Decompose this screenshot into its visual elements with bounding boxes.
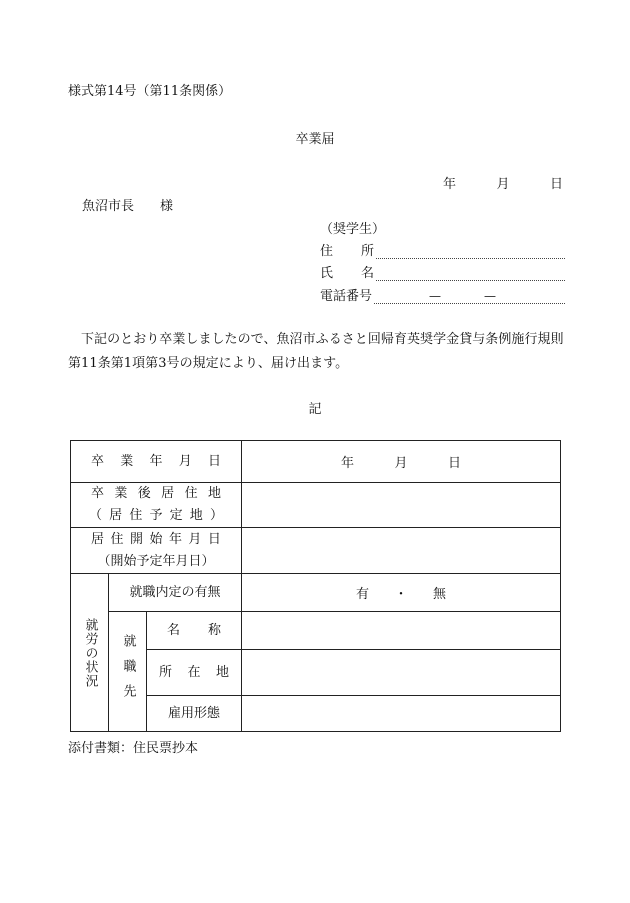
label-char: 住	[184, 486, 198, 501]
employment-type-label: 雇用形態	[147, 696, 242, 732]
employer-label-cell	[109, 612, 147, 732]
label-char: 卒	[91, 453, 105, 469]
job-offer-label: 就職内定の有無	[109, 574, 242, 612]
addressee-honorific: 様	[160, 199, 174, 214]
address-input-line[interactable]	[376, 244, 565, 259]
label-char: 在	[187, 664, 201, 680]
date-year: 年	[443, 177, 457, 192]
residence-start-value-cell[interactable]	[242, 528, 561, 574]
address-label	[320, 240, 374, 259]
phone-separator: —	[484, 289, 497, 303]
date-day: 日	[447, 456, 461, 471]
addressee	[82, 195, 173, 214]
residence-label	[71, 483, 241, 505]
graduation-form-table	[70, 440, 561, 732]
graduation-date-label	[71, 451, 241, 473]
date-year: 年	[341, 456, 355, 471]
label-char: 居	[161, 486, 175, 501]
submission-date	[443, 173, 563, 192]
document-title: 卒業届	[295, 132, 335, 147]
name-label	[320, 262, 374, 281]
job-offer-row	[71, 574, 561, 612]
option-yes[interactable]: 有	[356, 587, 370, 602]
label-char: 業	[120, 453, 134, 469]
label-char: 年	[168, 531, 182, 547]
phone-label: 電話番号	[320, 289, 373, 304]
option-no[interactable]: 無	[432, 587, 446, 602]
label-char: 始	[149, 531, 163, 547]
label-char: 地	[207, 486, 221, 501]
body-text: 下記のとおり卒業しましたので、魚沼市ふるさと回帰育英奨学金貸与条例施行規則第11条第1項第3号の規定により、届け出ます。	[68, 332, 564, 371]
name-field[interactable]	[320, 262, 565, 281]
form-number: 様式第14号（第11条関係）	[68, 84, 232, 99]
label-char: 居	[91, 531, 105, 547]
job-offer-value	[356, 583, 446, 602]
employment-status-label-cell	[71, 574, 109, 732]
label-char: 称	[207, 622, 221, 638]
employer-name-label	[147, 620, 241, 642]
label-char: ）	[209, 508, 223, 523]
label-char: 業	[114, 486, 128, 501]
residence-sub-label	[71, 505, 241, 527]
employer-label: 就職先	[120, 634, 136, 709]
attachments-note: 添付書類：住民票抄本	[68, 741, 199, 756]
graduation-date-value	[341, 452, 461, 471]
address-label-char: 住	[320, 244, 334, 259]
applicant-heading: （奨学生）	[320, 222, 386, 237]
employment-status-label: 就労の状況	[82, 617, 98, 688]
label-char: 住	[129, 508, 143, 523]
label-char: 日	[207, 531, 221, 547]
name-input-line[interactable]	[376, 266, 565, 281]
address-field[interactable]	[320, 240, 565, 259]
label-char: 開	[129, 531, 143, 547]
name-label-char: 氏	[320, 266, 334, 281]
employment-type-value-cell[interactable]	[242, 696, 561, 732]
label-char: 定	[169, 508, 183, 523]
residence-value-cell[interactable]	[242, 483, 561, 528]
job-offer-value-cell[interactable]	[242, 574, 561, 612]
residence-start-label	[71, 529, 241, 551]
date-month: 月	[394, 456, 408, 471]
graduation-date-label-cell	[71, 441, 242, 483]
label-char: 所	[159, 664, 173, 680]
label-char: 地	[215, 664, 229, 680]
phone-field[interactable]	[320, 285, 565, 304]
label-char: 予	[149, 508, 163, 523]
label-char: 日	[207, 453, 221, 469]
name-label-char: 名	[360, 266, 374, 281]
residence-label-cell	[71, 483, 242, 528]
label-char: 居	[109, 508, 123, 523]
employer-name-row	[71, 612, 561, 650]
employer-location-value-cell[interactable]	[242, 650, 561, 696]
label-char: 月	[188, 531, 202, 547]
residence-start-row	[71, 528, 561, 574]
label-char: 月	[178, 453, 192, 469]
ki-heading: 記	[308, 402, 322, 417]
phone-input-line[interactable]	[374, 289, 565, 304]
residence-row	[71, 483, 561, 528]
label-char: 年	[149, 453, 163, 469]
graduation-date-value-cell[interactable]	[242, 441, 561, 483]
graduation-date-row	[71, 441, 561, 483]
label-char: 後	[137, 486, 151, 501]
addressee-name: 魚沼市長	[82, 199, 135, 214]
employer-location-label-cell	[147, 650, 242, 696]
address-label-char: 所	[360, 244, 374, 259]
label-char: 卒	[91, 486, 105, 501]
employer-name-label-cell	[147, 612, 242, 650]
residence-start-label-cell	[71, 528, 242, 574]
date-month: 月	[496, 177, 510, 192]
residence-start-sub-label: （開始予定年月日）	[97, 553, 215, 569]
label-char: 名	[167, 622, 181, 638]
phone-separator: —	[429, 289, 442, 303]
employer-location-label	[147, 662, 241, 684]
label-char: 地	[189, 508, 203, 523]
label-char: （	[89, 508, 103, 523]
option-separator: ・	[394, 587, 408, 602]
label-char: 住	[110, 531, 124, 547]
employer-name-value-cell[interactable]	[242, 612, 561, 650]
date-day: 日	[549, 177, 563, 192]
